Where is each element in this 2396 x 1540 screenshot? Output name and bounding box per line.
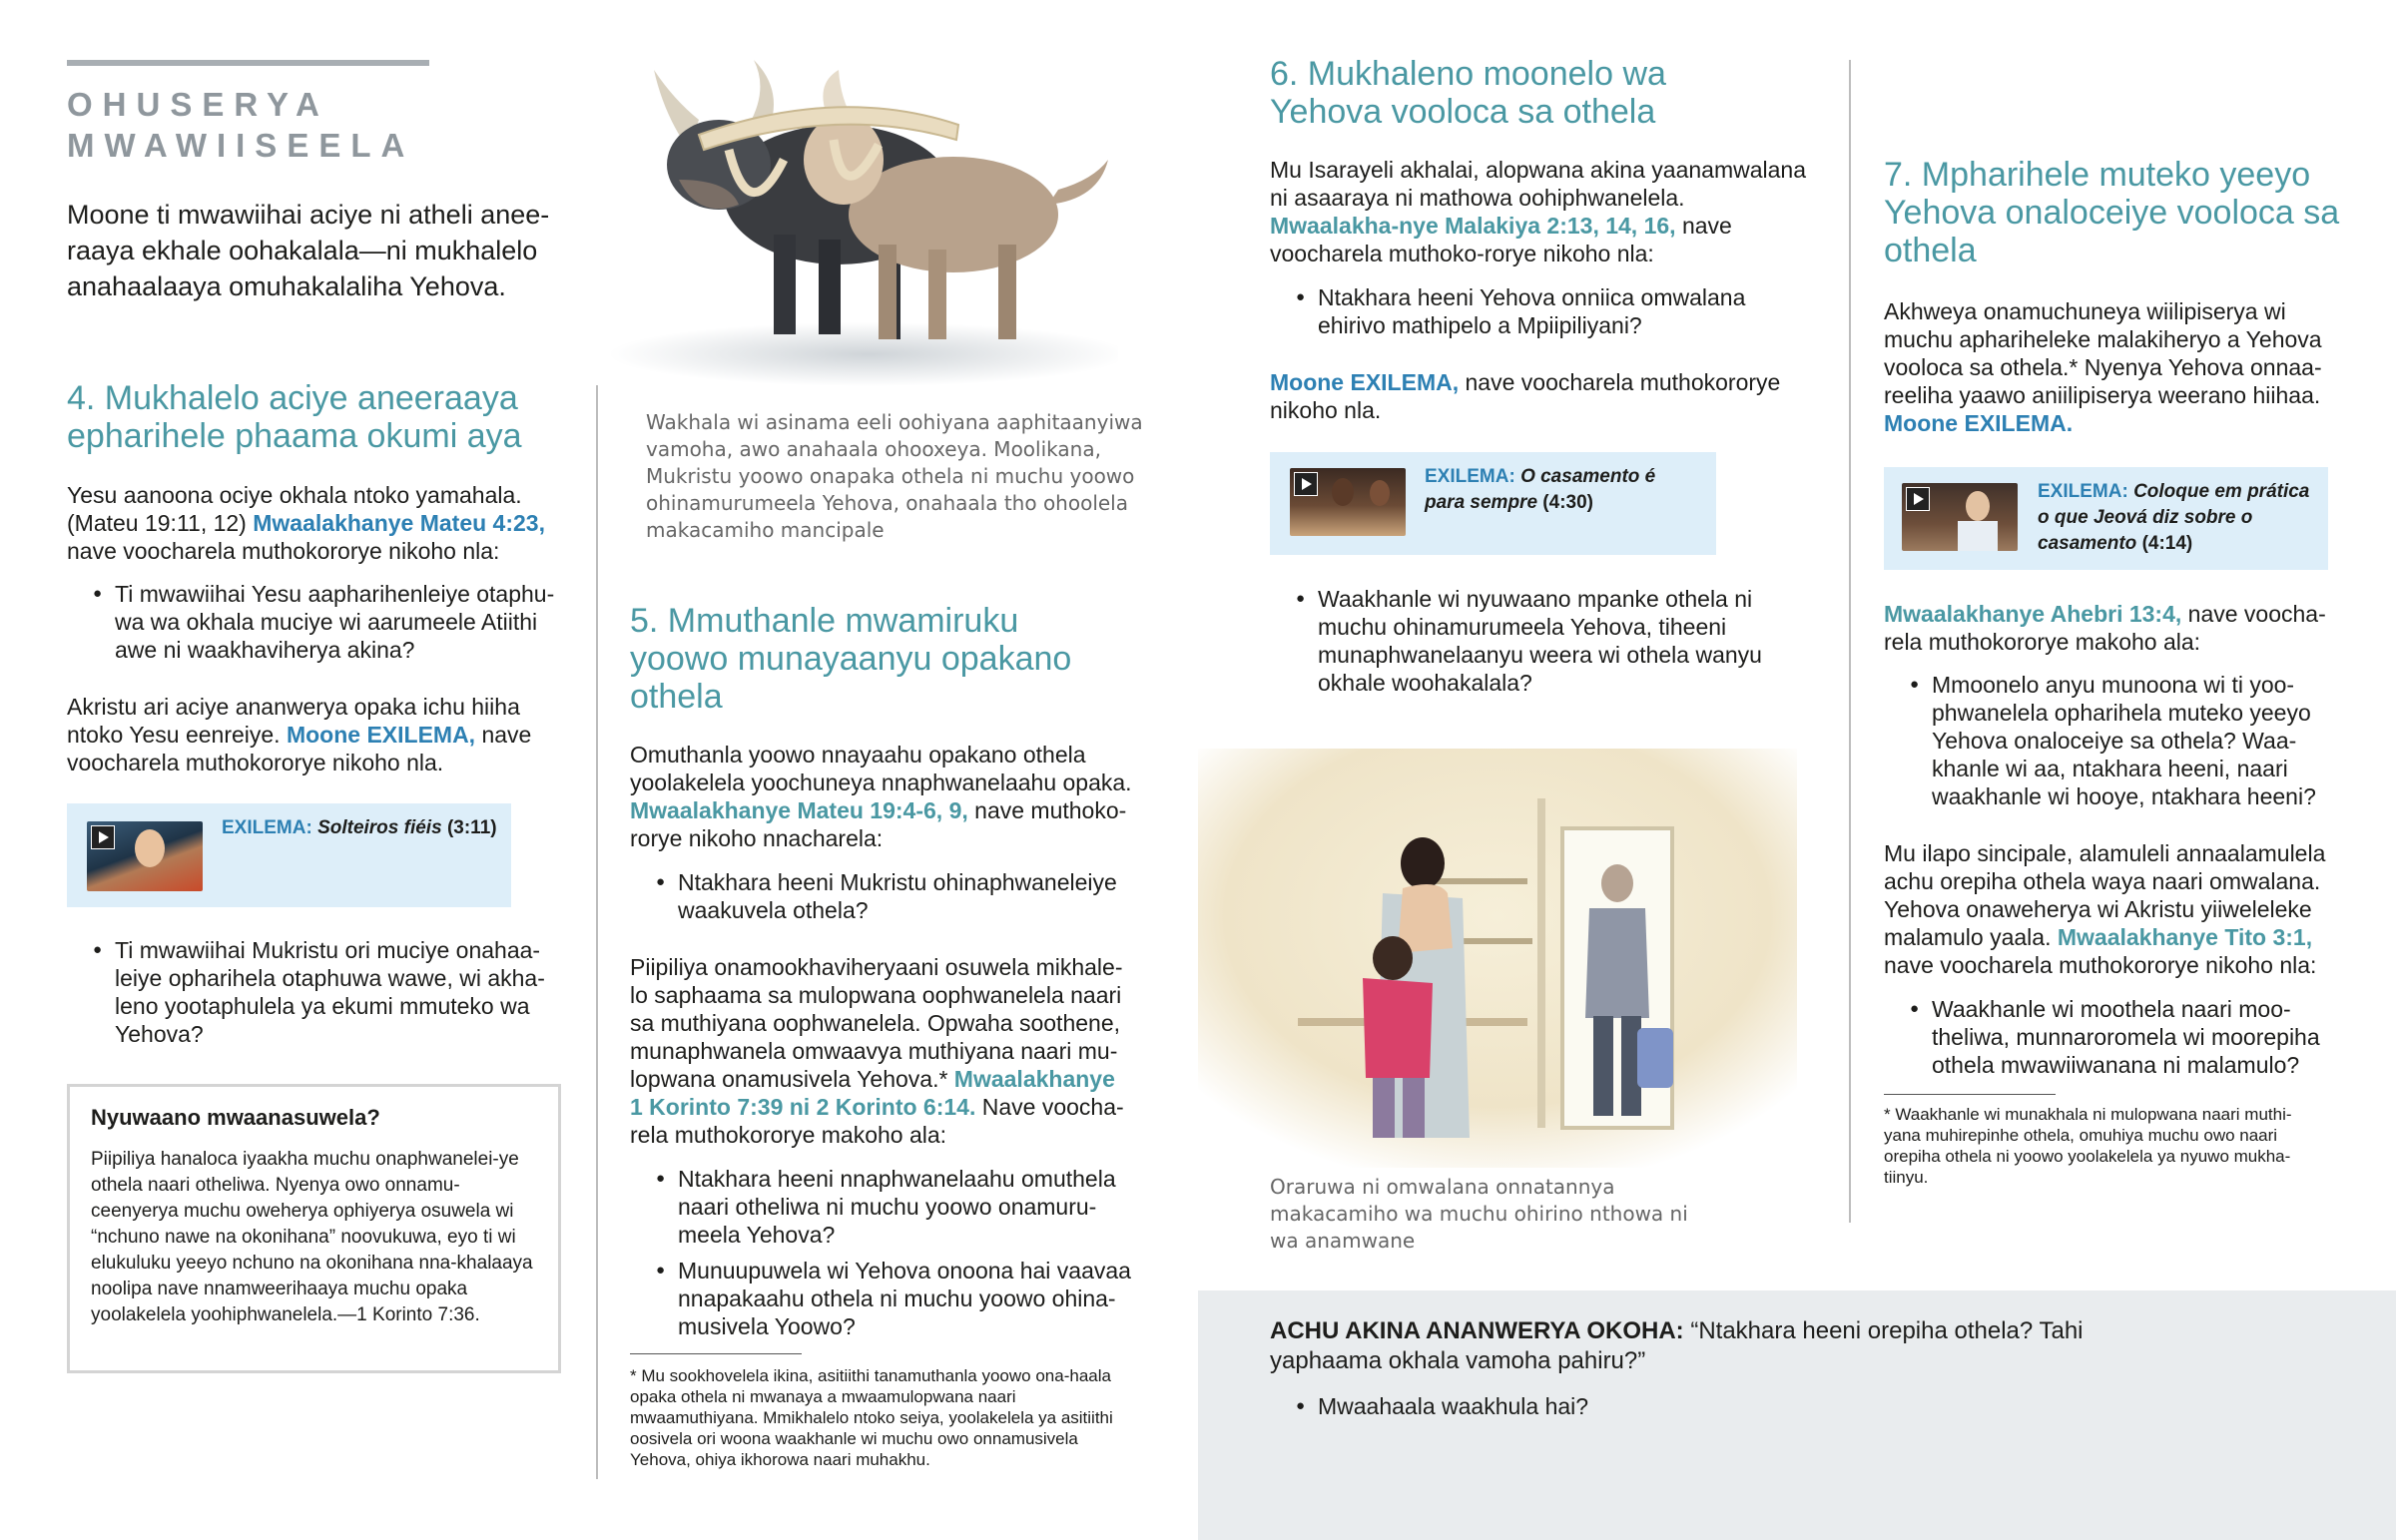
section7-question2 [1884,995,2328,1079]
video-thumbnail-shirt [1958,521,1998,551]
section5-question1 [630,868,1134,924]
oxen-illustration [579,30,1118,389]
section5-footnote: * Mu sookhovelela ikina, asitiithi tanamuthanla yoowo ona-haala opaka othela ni mwanaya a mwaamulopwana naari mwaamuthiyana. Mmikhalelo ntoko seiya, yoolakelela ya asitiithi oosivela ori woona waakhanle wi muchu owo onnamusivela Yehova, ohiya ikhorowa naari muhakhu. [630,1366,1113,1469]
video-title: O casamento é para sempre [1425,466,1656,513]
video-solteiros[interactable] [67,803,511,907]
oxen-caption: Wakhala wi asinama eeli oohiyana aaphitaanyiwa vamoha, awo anahaala ohooxeya. Moolikana, Mukristu yoowo onapaka othela ni muchu yoowo ohinamurumeela Yehova, onahaala tho ohoolela makacamiho mancipale [646,410,1143,542]
section6-heading: 6. Mukhaleno moonelo wa Yehova vooloca sa othela [1270,55,1666,131]
video-label [1425,464,1684,516]
section4-p1-text: Yesu aanoona ociye okhala ntoko yamahala. (Mateu 19:11, 12) [67,482,522,536]
section5-p2-text: Piipiliya onamookhaviheryaani osuwela mikhale-lo saphaama sa mulopwana oophwanelela naari sa muthiyana oophwanelela. Opwaha soothene, munaphwanela omwaavya muthiyana naari mu-lopwana onamusivela Yehova.* [630,954,1123,1092]
section7-p2-link[interactable]: Mwaalakhanye Ahebri 13:4, [1884,601,2182,627]
video-casamento[interactable] [1270,452,1716,555]
section4-p1-tail: nave voocharela muthokororye nikoho nla: [67,538,500,564]
video-thumbnail [1902,483,2018,551]
video-label [2038,479,2317,557]
section7-paragraph3 [1884,839,2328,979]
did-you-know-box [67,1084,561,1373]
section5-heading: 5. Mmuthanle mwamiruku yoowo munayaanyu opakano othela [630,602,1072,716]
panel-list [1270,1392,1969,1420]
play-icon[interactable] [1294,472,1318,496]
footnote-rule [630,1353,802,1354]
video-thumbnail-face [135,829,165,867]
section6-paragraph1 [1270,156,1819,267]
section5-p1-tail: nave muthoko-rorye nikoho nnacharela: [630,797,1127,851]
video-thumbnail-person [1966,491,1990,521]
section5-paragraph1 [630,741,1134,852]
divorce-illustration [1198,749,1797,1168]
box-body: Piipiliya hanaloca iyaakha muchu onaphwanelei-ye othela naari otheliwa. Nyenya owo onnamu-ceenyerya muchu oweherya ophiyerya osuwela wi “nchuno nawe na okonihana” noovukuwa, eyo ti wi elukuluku yeeyo nchuno na okonihana nna-khalaaya noolipa nave nnamweerihaaya muchu opaka yoolakelela yoohiphwanelela.—1 Korinto 7:36. [91,1149,533,1325]
intro-text: Moone ti mwawiihai aciye ni atheli anee-raaya ekhale oohakalala—ni mukhalelo anahaalaaya omuhakalaliha Yehova. [67,200,550,301]
section6-p2-link[interactable]: Moone EXILEMA, [1270,369,1460,395]
list-item: ● Waakhanle wi moothela naari moo-theliwa, munnaroromela wi moorepiha othela mwawiiwanana ni malamulo? [1884,995,2328,1079]
section6-paragraph2 [1270,368,1809,424]
section7-paragraph1 [1884,297,2323,437]
section5-p1-link[interactable]: Mwaalakhanye Mateu 19:4-6, 9, [630,797,968,823]
section7-p1-link[interactable]: Moone EXILEMA. [1884,410,2074,436]
section6-p1-link[interactable]: Mwaalakha-nye Malakiya 2:13, 14, 16, [1270,213,1676,239]
video-key: EXILEMA: [2038,481,2128,502]
questions-panel [1198,1290,2396,1540]
section7-p2-tail: nave voocha-rela muthokororye makoho ala: [1884,601,2326,655]
list-item: ● Munuupuwela wi Yehova onoona hai vaavaa nnapakaahu othela ni muchu yoowo ohina-musivela Yoowo? [630,1257,1134,1340]
list-item: ● Ntakhara heeni Yehova onniica omwalana ehirivo mathipelo a Mpiipiliyani? [1270,283,1779,339]
video-thumbnail [1290,468,1406,536]
section7-footnote: * Waakhanle wi munakhala ni mulopwana naari muthi-yana muhirepinhe othela, omuhiya muchu owo naari orepiha othela ni yoowo yoolakelela ya nyuwo mukha-tiinyu. [1884,1105,2292,1187]
section7-paragraph2 [1884,600,2328,656]
panel-label: ACHU AKINA ANANWERYA OKOHA: [1270,1317,1684,1344]
section4-paragraph1 [67,481,566,565]
list-item: ● Waakhanle wi nyuwaano mpanke othela ni muchu ohinamurumeela Yehova, tiheeni munaphwanelaanyu weera wi othela wanyu okhale woohakalala? [1270,585,1779,697]
section7-p3-text: Mu ilapo sincipale, alamuleli annaalamulela achu orepiha othela waya naari omwalana. Yehova onaweherya wi Akristu yiiweleleke malamulo yaala. [1884,840,2326,950]
section7-p3-tail: nave voocharela muthokororye nikoho nla: [1884,952,2317,978]
list-item: ● Mmoonelo anyu munoona wi ti yoo-phwanelela opharihela muteko yeeyo Yehova onaloceiye sa othela? Waa-khanle wi aa, ntakhara heeni, naari waakhanle wi hooye, ntakhara heeni? [1884,671,2328,810]
video-title: Coloque em prática o que Jeová diz sobre o casamento [2038,481,2310,554]
divorce-caption: Oraruwa ni omwalana onnatannya makacamiho wa muchu ohirino nthowa ni wa anamwane [1270,1175,1688,1253]
column-divider-2 [1849,60,1851,1223]
play-icon[interactable] [91,825,115,849]
video-thumbnail-person2 [1370,480,1390,506]
page-title-line1: OHUSERYA [67,86,329,123]
video-time: (4:14) [2141,533,2193,554]
video-thumbnail [87,821,203,891]
section7-question1 [1884,671,2328,810]
section7-heading: 7. Mpharihele muteko yeeyo Yehova onaloceiye vooloca sa othela [1884,156,2340,269]
section6-question1 [1270,283,1779,339]
oxen-yoke-image [579,30,1118,389]
title-rule [67,60,429,66]
section4-p2-text: Akristu ari aciye ananwerya opaka ichu hiiha ntoko Yesu eenreiye. [67,694,520,748]
section4-paragraph2 [67,693,566,776]
section5-questions [630,1165,1134,1340]
panel-quote: “Ntakhara heeni orepiha othela? Tahi yaphaama okhala vamoha pahiru?” [1270,1317,2084,1374]
section4-p2-tail: nave voocharela muthokororye nikoho nla. [67,722,532,775]
section7-p1-text: Akhweya onamuchuneya wiilipiserya wi muchu aphariheleke malakiheryo a Yehova vooloca sa othela.* Nyenya Yehova onnaa-reeliha yaawo aniilipiserya weerano hiihaa. [1884,298,2322,408]
column-divider-1 [596,385,598,1479]
section4-question2 [67,936,566,1048]
video-thumbnail-person1 [1332,478,1354,506]
video-coloque[interactable] [1884,467,2328,570]
section5-p2-tail: Nave voocha-rela muthokororye makoho ala: [630,1094,1124,1148]
box-title: Nyuwaano mwaanasuwela? [91,1105,380,1130]
panel-question [1270,1316,2148,1376]
section6-p2-tail: nave voocharela muthokororye nikoho nla. [1270,369,1781,423]
section7-p3-link[interactable]: Mwaalakhanye Tito 3:1, [2057,924,2313,950]
video-time: (3:11) [446,817,497,838]
video-time: (4:30) [1542,492,1593,513]
section4-p1-link[interactable]: Mwaalakhanye Mateu 4:23, [253,510,545,536]
section4-heading: 4. Mukhalelo aciye aneeraaya epharihele phaama okumi aya [67,379,522,455]
video-key: EXILEMA: [1425,466,1515,487]
page-title [67,84,414,166]
section5-p2-link[interactable]: Mwaalakhanye 1 Korinto 7:39 ni 2 Korinto 6:14. [630,1066,1115,1120]
footnote-rule [1884,1094,2056,1095]
section4-question1 [67,580,566,664]
play-icon[interactable] [1906,487,1930,511]
video-key: EXILEMA: [222,817,312,838]
section5-p1-text: Omuthanla yoowo nnayaahu opakano othela yoolakelela yoochuneya nnaphwanelaahu opaka. [630,742,1132,795]
section6-question2 [1270,585,1779,697]
list-item: ● Ntakhara heeni nnaphwanelaahu omuthela naari otheliwa ni muchu yoowo onamuru-meela Yehova? [630,1165,1134,1249]
section6-p1-text: Mu Isarayeli akhalai, alopwana akina yaanamwalana ni asaaraya ni mathowa oohiphwanelela. [1270,157,1806,211]
divorce-image [1198,749,1797,1168]
section5-paragraph2 [630,953,1134,1149]
video-label [222,815,497,841]
section4-p2-link[interactable]: Moone EXILEMA, [286,722,476,748]
page-title-line2: MWAWIISEELA [67,127,415,164]
section6-p1-tail: nave voocharela muthoko-rorye nikoho nla: [1270,213,1732,266]
list-item: ● Ntakhara heeni Mukristu ohinaphwaneleiye waakuvela othela? [630,868,1134,924]
list-item: ● Ti mwawiihai Mukristu ori muciye onahaa-leiye opharihela otaphuwa wawe, wi akha-leno yootaphulela ya ekumi mmuteko wa Yehova? [67,936,566,1048]
list-item: ● Mwaahaala waakhula hai? [1270,1392,1969,1420]
video-title: Solteiros fiéis [317,817,442,838]
list-item: ● Ti mwawiihai Yesu aapharihenleiye otaphu-wa wa okhala muciye wi aarumeele Atiithi awe ni waakhaviherya akina? [67,580,566,664]
